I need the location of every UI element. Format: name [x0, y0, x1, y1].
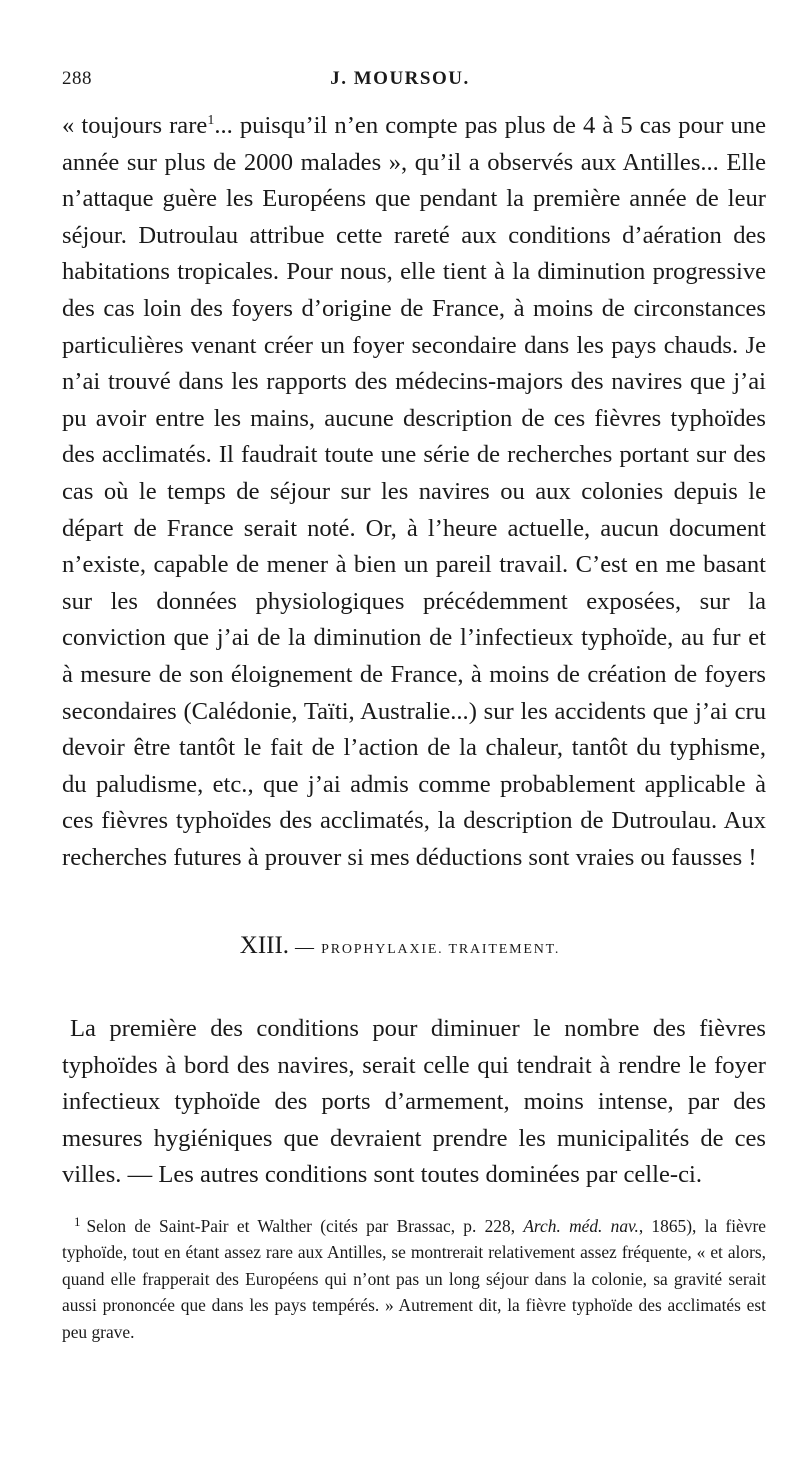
footnote-text-rest: , 1865), la fièvre typhoïde, tout en étant assez rare aux Antilles, se montrerait relativement assez fréquente, « et alors, quand elle frapperait des Européens qui n’ont pas un long séjour dans la colonie, sa gravité serait aussi prononcée que dans les pays tempérés. » Autrement dit, la fièvre typhoïde des acclimatés est peu grave. — [62, 1216, 766, 1342]
footnote — [62, 1213, 766, 1345]
footnote-number: 1 — [74, 1214, 81, 1229]
paragraph-prophylaxis: La première des conditions pour diminuer le nombre des fièvres typhoïdes à bord des navires, serait celle qui tendrait à rendre le foyer infectieux typhoïde des ports d’armement, moins intense, par des mesures hygiéniques que devraient prendre les municipalités de ces villes. — Les autres conditions sont toutes dominées par celle-ci. — [62, 1015, 766, 1189]
section-dash: — — [295, 937, 316, 958]
paragraph-text-start: « toujours rare — [62, 112, 208, 139]
running-title: J. MOURSOU. — [330, 68, 470, 89]
section-title: PROPHYLAXIE. TRAITEMENT. — [321, 942, 561, 957]
section-number: XIII. — [239, 932, 290, 959]
running-head — [62, 68, 738, 98]
footnote-text-start: Selon de Saint-Pair et Walther (cités par Brassac, p. 228, — [86, 1216, 516, 1236]
paragraph-text-rest: ... puisqu’il n’en compte pas plus de 4 à 5 cas pour une année sur plus de 2000 malades », qu’il a observés aux Antilles... Elle n’attaque guère les Européens que pendant la première année de leur séjour. Dutroulau attribue cette rareté aux conditions d’aération des habitations tropicales. Pour nous, elle tient à la diminution progressive des cas loin des foyers d’origine de France, à moins de circonstances particulières venant créer un foyer secondaire dans les pays chauds. Je n’ai trouvé dans les rapports des médecins-majors des navires que j’ai pu avoir entre les mains, aucune description de ces fièvres typhoïdes des acclimatés. Il faudrait toute une série de recherches portant sur des cas où le temps de séjour sur les navires ou aux colonies depuis le départ de France serait noté. Or, à l’heure actuelle, aucun document n’existe, capable de mener à bien un pareil travail. C’est en me basant sur les données physiologiques précédemment exposées, sur la conviction que j’ai de la diminution de l’infectieux typhoïde, au fur et à mesure de son éloignement de France, à moins de création de foyers secondaires (Calédonie, Taïti, Australie...) sur les accidents que j’ai cru devoir être tantôt le fait de l’action de la chaleur, tantôt du typhisme, du paludisme, etc., que j’ai admis comme probablement applicable à ces fièvres typhoïdes des acclimatés, la description de Dutroulau. Aux recherches futures à prouver si mes déductions sont vraies ou fausses ! — [62, 112, 766, 871]
footnote-journal: Arch. méd. nav. — [523, 1216, 639, 1236]
paragraph-continuation — [62, 108, 766, 876]
page-number: 288 — [62, 68, 92, 89]
section-heading — [0, 932, 800, 960]
footnote-reference: 1 — [207, 113, 215, 128]
